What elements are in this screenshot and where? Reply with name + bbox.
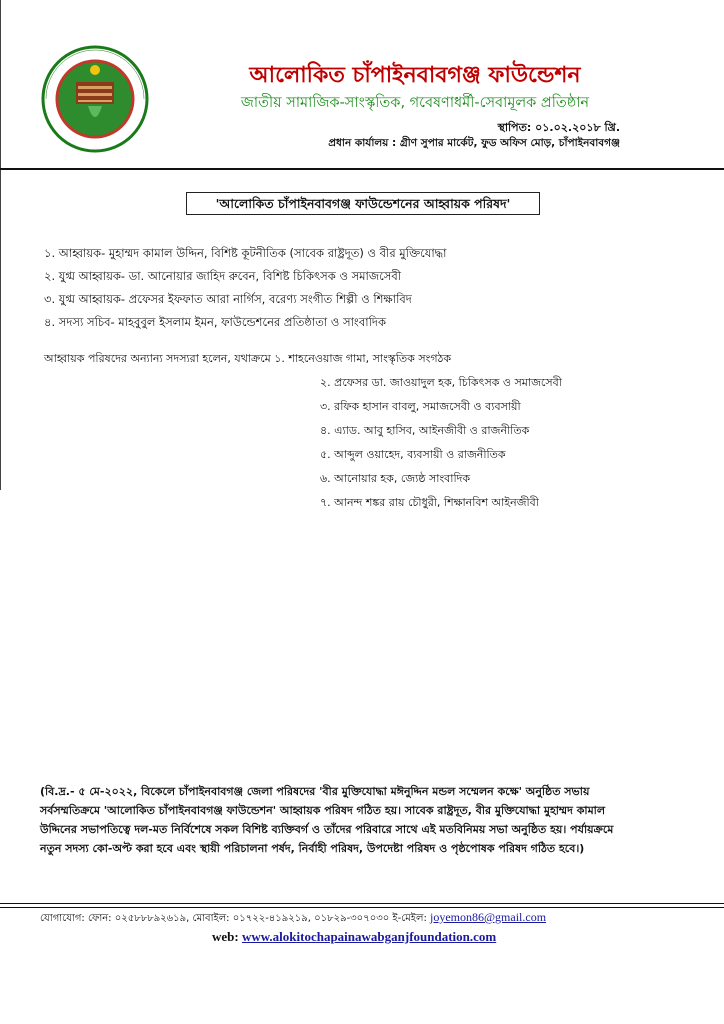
- contact-line: [40, 910, 546, 928]
- member-joint-convener-2: ৩. যুগ্ম আহ্বায়ক- প্রফেসর ইফফাত আরা নার্গিস, বরেণ্য সংগীত শিল্পী ও শিক্ষাবিদ: [44, 292, 412, 306]
- website-link[interactable]: www.alokitochapainawabganjfoundation.com: [241, 929, 497, 944]
- foundation-logo: [40, 44, 150, 154]
- organization-name: আলোকিত চাঁপাইনবাবগঞ্জ ফাউন্ডেশন: [249, 63, 581, 88]
- footer-divider-thin: [0, 907, 724, 908]
- document-title: 'আলোকিত চাঁপাইনবাবগঞ্জ ফাউন্ডেশনের আহ্বায়ক পরিষদ': [186, 192, 540, 215]
- header-divider: [0, 168, 724, 170]
- member-joint-convener-1: ২. যুগ্ম আহ্বায়ক- ডা. আনোয়ার জাহিদ রুবেন, বিশিষ্ট চিকিৎসক ও সমাজসেবী: [44, 269, 402, 283]
- other-member-7: ৭. আনন্দ শঙ্কর রায় চৌধুরী, শিক্ষানবিশ আইনজীবী: [320, 496, 539, 509]
- footnote-line-2: সর্বসম্মতিক্রমে 'আলোকিত চাঁপাইনবাবগঞ্জ ফাউন্ডেশন' আহ্বায়ক পরিষদ গঠিত হয়। সাবেক রাষ্ট্রদূত, বীর মুক্তিযোদ্ধা মুহাম্মদ কামাল: [40, 804, 606, 817]
- other-members-intro: আহ্বায়ক পরিষদের অন্যান্য সদস্যরা হলেন, যথাক্রমে ১. শাহনেওয়াজ গামা, সাংস্কৃতিক সংগঠক: [44, 352, 452, 365]
- other-member-3: ৩. রফিক হাসান বাবলু, সমাজসেবী ও ব্যবসায়ী: [320, 400, 521, 413]
- head-office-address: প্রধান কার্যালয় : গ্রীণ সুপার মার্কেট, ফুড অফিস মোড়, চাঁপাইনবাবগঞ্জ: [328, 137, 620, 149]
- footnote: [40, 782, 688, 858]
- contact-text: যোগাযোগ: ফোন: ০২৫৮৮৮৯২৬১৯, মোবাইল: ০১৭২২-৪১৯২১৯, ০১৮২৯-৩০৭০৩০ ই-মেইল:: [40, 913, 427, 924]
- page-left-border: [0, 0, 1, 490]
- other-member-4: ৪. এ্যাড. আবু হাসিব, আইনজীবী ও রাজনীতিক: [320, 424, 530, 437]
- other-member-5: ৫. আব্দুল ওয়াহেদ, ব্যবসায়ী ও রাজনীতিক: [320, 448, 506, 461]
- member-convener: ১. আহ্বায়ক- মুহাম্মদ কামাল উদ্দিন, বিশিষ্ট কূটনীতিক (সাবেক রাষ্ট্রদূত) ও বীর মুক্তিযোদ্ধা: [44, 246, 447, 260]
- member-secretary: ৪. সদস্য সচিব- মাহবুবুল ইসলাম ইমন, ফাউন্ডেশনের প্রতিষ্ঠাতা ও সাংবাদিক: [44, 315, 386, 329]
- footnote-line-4: নতুন সদস্য কো-অপ্ট করা হবে এবং স্থায়ী পরিচালনা পর্ষদ, নির্বাহী পরিষদ, উপদেষ্টা পরিষদ ও পৃষ্ঠপোষক পরিষদ গঠিত হবে।): [40, 842, 585, 855]
- footnote-line-1: (বি.দ্র.- ৫ মে-২০২২, বিকেলে চাঁপাইনবাবগঞ্জ জেলা পরিষদের 'বীর মুক্তিযোদ্ধা মঈনুদ্দিন মন্ডল সম্মেলন কক্ষে' অনুষ্ঠিত সভায়: [40, 785, 590, 798]
- footnote-line-3: উদ্দিনের সভাপতিত্বে দল-মত নির্বিশেষে সকল বিশিষ্ট ব্যক্তিবর্গ ও তাঁদের পরিবারে সাথে এই মতবিনিময় সভা অনুষ্ঠিত হয়। পর্যায়ক্রমে: [40, 823, 614, 836]
- organization-subtitle: জাতীয় সামাজিক-সাংস্কৃতিক, গবেষণাধর্মী-সেবামূলক প্রতিষ্ঠান: [240, 95, 590, 111]
- other-member-2: ২. প্রফেসর ডা. জাওয়াদুল হক, চিকিৎসক ও সমাজসেবী: [320, 376, 562, 389]
- email-link[interactable]: joyemon86@gmail.com: [430, 910, 547, 924]
- established-date: স্থাপিত: ০১.০২.২০১৮ খ্রি.: [497, 121, 620, 134]
- website-line: [212, 929, 496, 945]
- other-member-6: ৬. আনোয়ার হক, জ্যেষ্ঠ সাংবাদিক: [320, 472, 471, 485]
- web-label: web:: [212, 929, 239, 944]
- footer-divider: [0, 903, 724, 904]
